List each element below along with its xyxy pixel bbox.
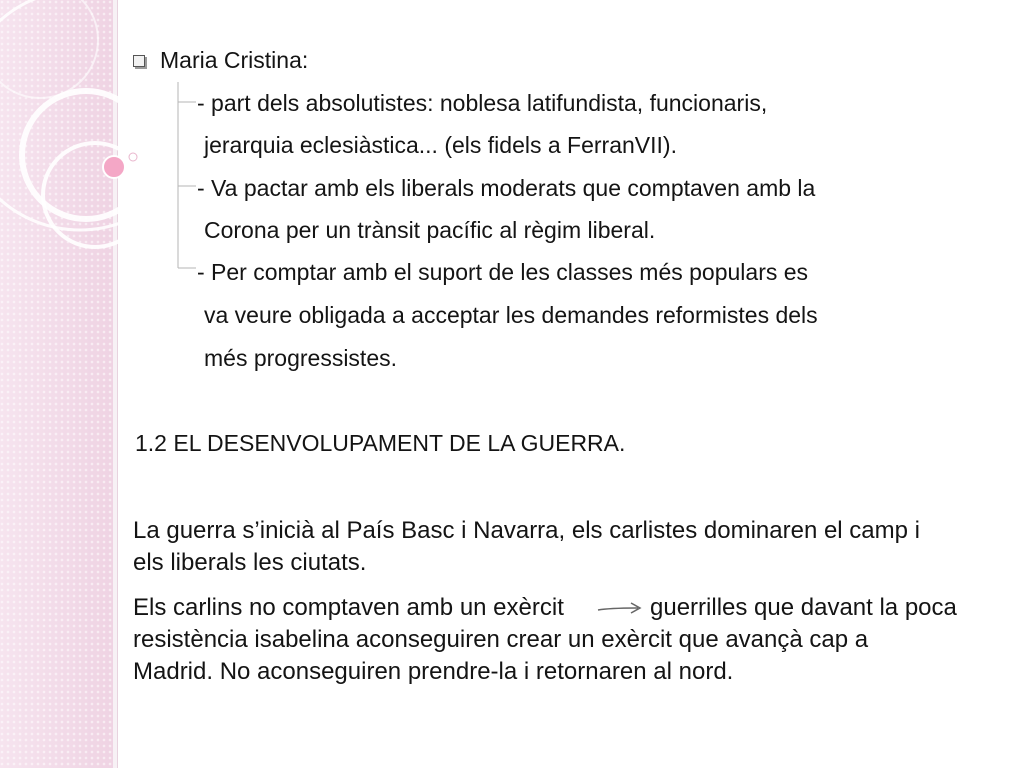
- square-bullet-icon: [133, 55, 145, 67]
- sub-point-1-line-2: jerarquia eclesiàstica... (els fidels a FerranVII).: [204, 132, 677, 158]
- sub-point-2-line-1: - Va pactar amb els liberals moderats que comptaven amb la: [197, 175, 816, 201]
- paragraph-1-line-1: La guerra s’inicià al País Basc i Navarra, els carlistes dominaren el camp i: [133, 517, 920, 544]
- sub-point-2-line-2: Corona per un trànsit pacífic al règim liberal.: [204, 217, 656, 243]
- sub-point-1-line-1: - part dels absolutistes: noblesa latifundista, funcionaris,: [197, 90, 768, 116]
- right-arrow-icon: [596, 599, 644, 617]
- sub-point-3-line-3: més progressistes.: [204, 345, 398, 371]
- section-heading: 1.2 EL DESENVOLUPAMENT DE LA GUERRA.: [135, 430, 626, 456]
- bullet-title: Maria Cristina:: [160, 47, 309, 73]
- paragraph-2-line-2: resistència isabelina aconseguiren crear un exèrcit que avançà cap a: [133, 626, 869, 653]
- sub-point-3-line-1: - Per comptar amb el suport de les classes més populars es: [197, 259, 809, 285]
- paragraph-2-line-1-part-2: guerrilles que davant la poca: [650, 594, 957, 621]
- sub-point-3-line-2: va veure obligada a acceptar les demandes reformistes dels: [204, 302, 818, 328]
- paragraph-1-line-2: els liberals les ciutats.: [133, 549, 367, 576]
- paragraph-2-line-1-part-1: Els carlins no comptaven amb un exèrcit: [133, 594, 564, 621]
- paragraph-2-line-3: Madrid. No aconseguiren prendre-la i retornaren al nord.: [133, 658, 734, 685]
